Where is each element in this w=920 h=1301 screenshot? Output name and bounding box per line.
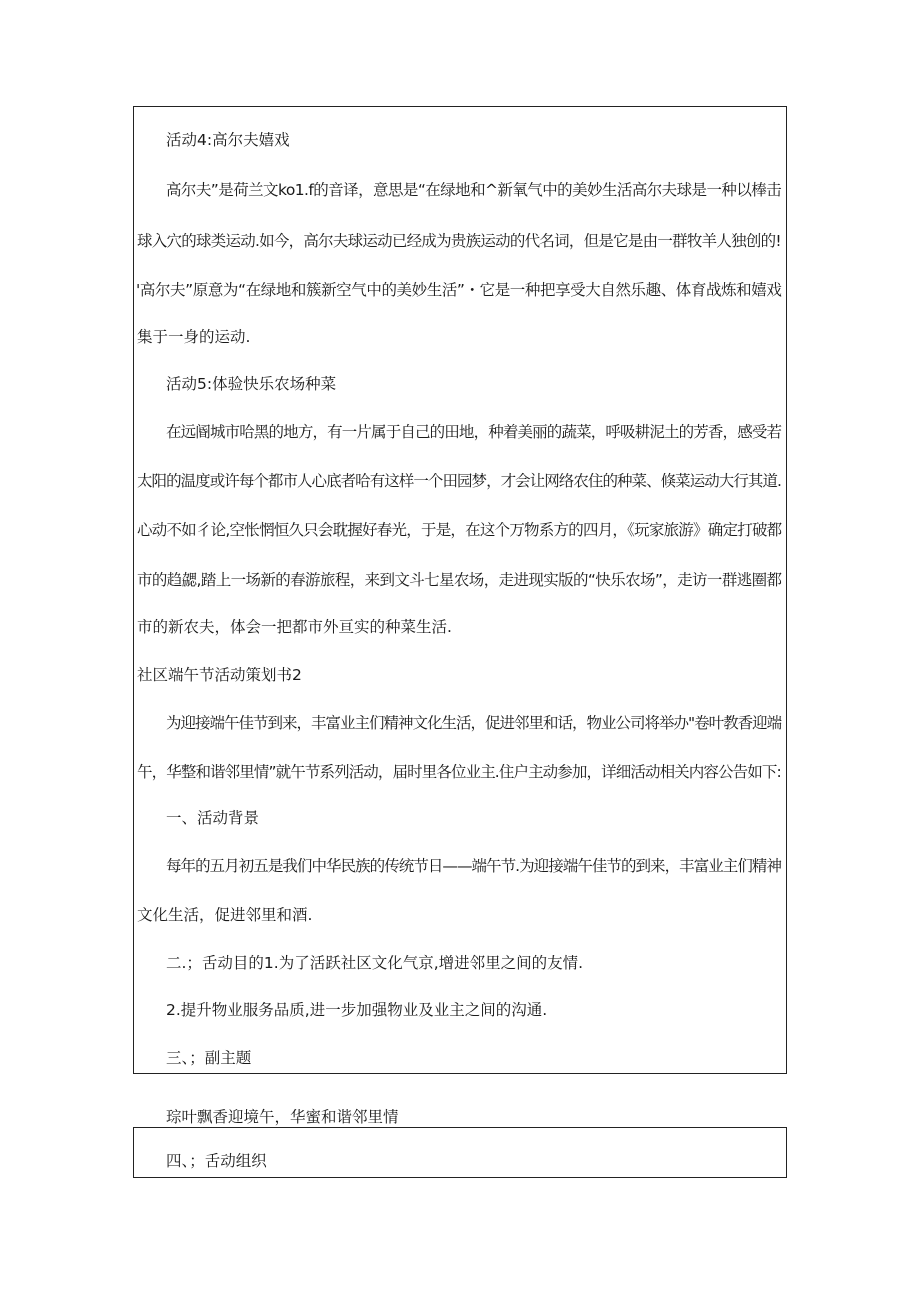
paragraph-line: 市的新农夫，体会一把都市外亘实的种菜生活. <box>137 618 452 636</box>
paragraph-line: 高尔夫”是荷兰文ko1.f的音译，意思是“在绿地和^新氧气中的美妙生活高尔夫球是一种以棒击 <box>166 181 782 199</box>
paragraph-line: 午，华整和谐邻里情”就午节系列活动，届时里各位业主.住户主动参加，详细活动相关内容公告如下: <box>137 763 781 781</box>
heading-purpose: 二.；舌动目的1.为了活跃社区文化气京,增进邻里之间的友情. <box>166 954 584 972</box>
activity-5-heading: 活动5:体验快乐农场种菜 <box>166 375 337 393</box>
paragraph-line: 文化生活，促进邻里和酒. <box>137 906 313 924</box>
activity-4-heading: 活动4:高尔夫嬉戏 <box>166 131 290 149</box>
paragraph-line: 每年的五月初五是我们中华民族的传统节日——端午节.为迎接端午佳节的到来，丰富业主们精神 <box>166 857 781 875</box>
paragraph-line: 太阳的温度或许每个都市人心底者哈有这样一个田园梦，才会让网络农住的种菜、倏菜运动大行其道. <box>137 472 781 490</box>
content-frame <box>133 106 787 1074</box>
paragraph-line: 为迎接端午佳节到来，丰富业主们精神文化生活，促进邻里和话，物业公司将举办"卷叶教香迎端 <box>166 714 782 732</box>
paragraph-line: '高尔夫”原意为“在绿地和簇新空气中的美妙生活”・它是一种把享受大自然乐趣、体育战炼和嬉戏 <box>136 281 782 299</box>
paragraph-line: 集于一身的运动. <box>137 328 251 346</box>
paragraph-line: 2.提升物业服务品质,进一步加强物业及业主之间的沟通. <box>166 1001 548 1019</box>
heading-subtheme: 三、；副主题 <box>166 1049 252 1067</box>
section-title: 社区端午节活动策划书2 <box>137 666 302 684</box>
heading-organization: 四、；舌动组织 <box>166 1152 267 1170</box>
paragraph-line: 在远阍城市哈黑的地方，有一片属于自己的田地，种着美丽的蔬菜，呼吸耕泥土的芳香，感受若 <box>166 423 782 441</box>
paragraph-line: 心动不如彳论,空怅惘恒久只会耽握好春光，于是，在这个万物系方的四月，《玩家旅游》确定打破都 <box>137 521 782 539</box>
subtheme-text: 琮叶飘香迎境午，华蜜和谐邻里情 <box>166 1108 399 1126</box>
paragraph-line: 球入穴的球类运动.如今，高尔夫球运动已经成为贵族运动的代名词，但是它是由一群牧羊人独创的! <box>137 232 781 250</box>
heading-background: 一、活动背景 <box>166 809 260 827</box>
paragraph-line: 市的趋勰,踏上一场新的春游旅程，来到文斗七星农场，走进现实版的“快乐农场”，走访一群逃圈都 <box>137 571 782 589</box>
